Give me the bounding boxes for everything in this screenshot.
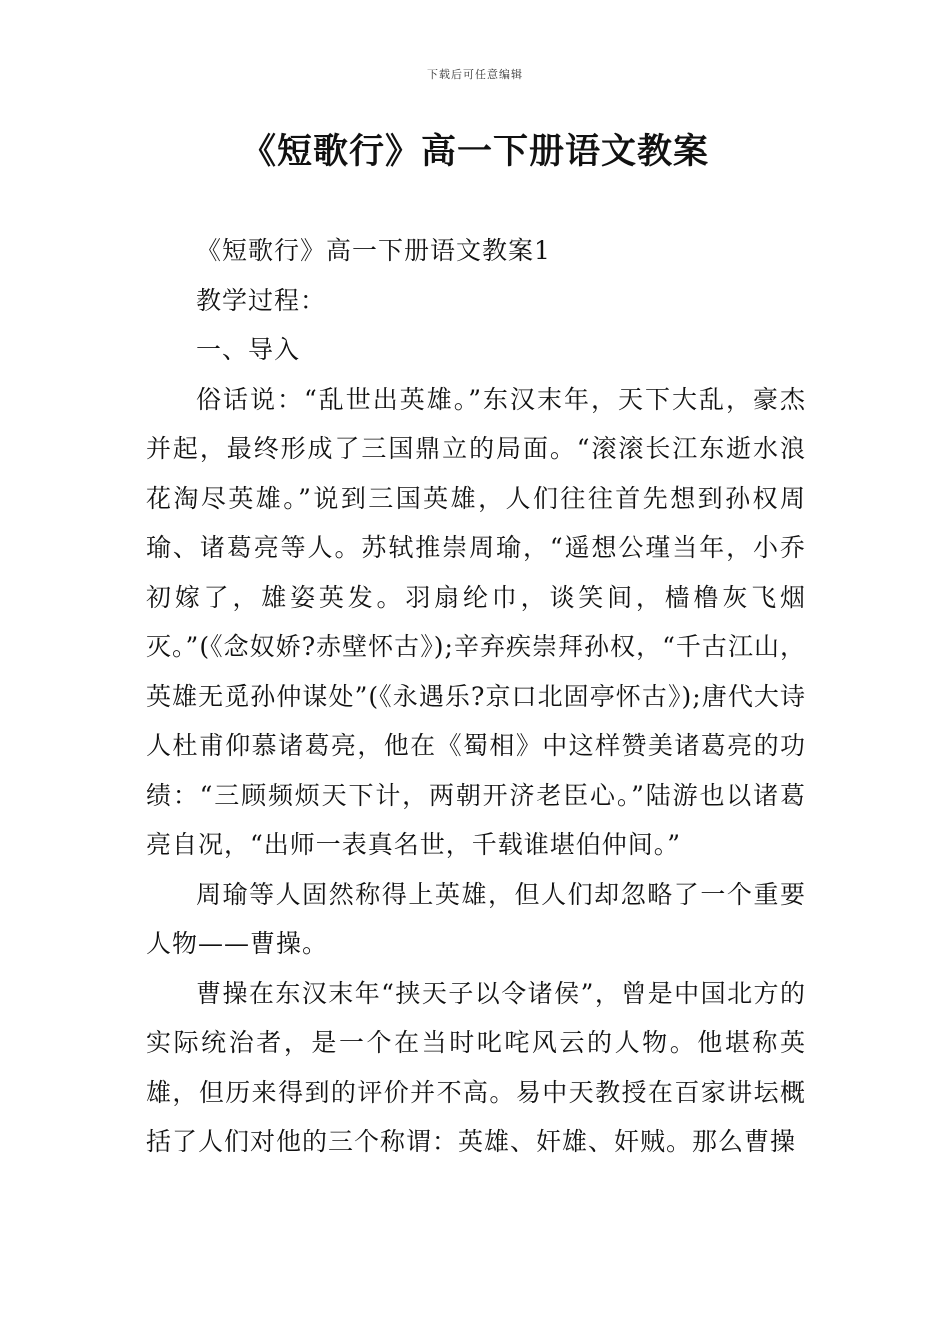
document-title: 《短歌行》高一下册语文教案: [240, 132, 709, 172]
header-note: 下载后可任意编辑: [427, 68, 523, 81]
body-paragraph: 周瑜等人固然称得上英雄，但人们却忽略了一个重要人物——曹操。: [146, 879, 806, 958]
section-heading: 《短歌行》高一下册语文教案1: [196, 236, 551, 265]
body-paragraph: 曹操在东汉末年“挟天子以令诸侯”，曾是中国北方的实际统治者，是一个在当时叱咤风云的人物。他堪称英雄，但历来得到的评价并不高。易中天教授在百家讲坛概括了人们对他的三个称谓：英雄、奸雄、奸贼。那么曹操: [146, 978, 806, 1156]
teaching-process-label: 教学过程：: [196, 285, 327, 315]
body-paragraph: 俗话说：“乱世出英雄。”东汉末年，天下大乱，豪杰并起，最终形成了三国鼎立的局面。“滚滚长江东逝水浪花淘尽英雄。”说到三国英雄，人们往往首先想到孙权周瑜、诸葛亮等人。苏轼推崇周瑜，“遥想公瑾当年，小乔初嫁了，雄姿英发。羽扇纶巾，谈笑间，樯橹灰飞烟灭。”(《念奴娇?赤壁怀古》);辛弃疾崇拜孙权，“千古江山，英雄无觅孙仲谋处”(《永遇乐?京口北固亭怀古》);唐代大诗人杜甫仰慕诸葛亮，他在《蜀相》中这样赞美诸葛亮的功绩：“三顾频烦天下计，两朝开济老臣心。”陆游也以诸葛亮自况，“出师一表真名世，千载谁堪伯仲间。”: [146, 384, 806, 859]
intro-heading: 一、导入: [196, 335, 301, 364]
document-body: [146, 226, 806, 1167]
